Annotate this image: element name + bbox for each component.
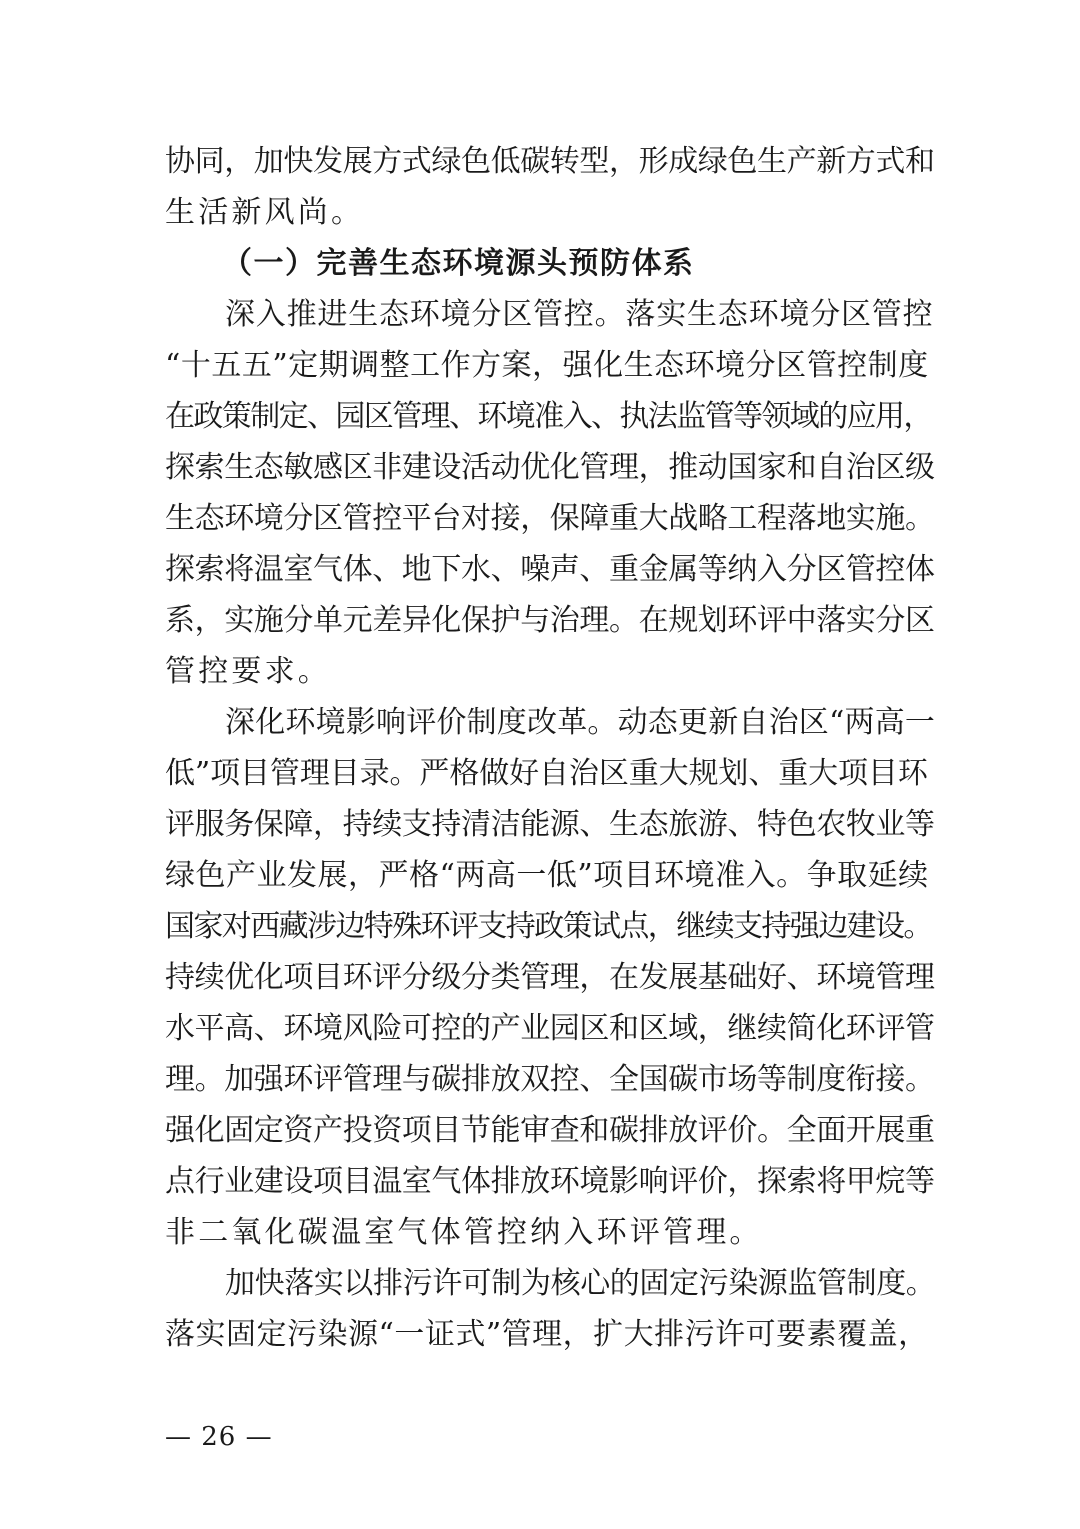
body-text-line: 国家对西藏涉边特殊环评支持政策试点，继续支持强边建设。 bbox=[165, 909, 932, 944]
body-text-line: 水平高、环境风险可控的产业园区和区域，继续简化环评管 bbox=[165, 1011, 935, 1046]
body-text-line: 绿色产业发展，严格“两高一低”项目环境准入。争取延续 bbox=[165, 858, 929, 893]
page-number: — 26 — bbox=[165, 1422, 273, 1452]
paragraph-first-line: 深入推进生态环境分区管控。落实生态环境分区管控 bbox=[225, 297, 934, 332]
body-text-line: 持续优化项目环评分级分类管理，在发展基础好、环境管理 bbox=[165, 960, 935, 995]
body-text-line: 理。加强环评管理与碳排放双控、全国碳市场等制度衔接。 bbox=[165, 1062, 935, 1097]
body-text-line: 非二氧化碳温室气体管控纳入环评管理。 bbox=[165, 1215, 763, 1250]
body-text-line: 低”项目管理目录。严格做好自治区重大规划、重大项目环 bbox=[165, 756, 928, 791]
paragraph-first-line: 加快落实以排污许可制为核心的固定污染源监管制度。 bbox=[225, 1266, 936, 1301]
body-text-line: 在政策制定、园区管理、环境准入、执法监管等领域的应用， bbox=[165, 399, 932, 434]
body-text-line: 管控要求。 bbox=[165, 654, 331, 689]
body-text-line: 评服务保障，持续支持清洁能源、生态旅游、特色农牧业等 bbox=[165, 807, 935, 842]
body-text-line: “十五五”定期调整工作方案，强化生态环境分区管控制度 bbox=[165, 348, 929, 383]
body-text-line: 点行业建设项目温室气体排放环境影响评价，探索将甲烷等 bbox=[165, 1164, 935, 1199]
body-text-line: 生态环境分区管控平台对接，保障重大战略工程落地实施。 bbox=[165, 501, 935, 536]
body-text-line: 生活新风尚。 bbox=[165, 195, 365, 230]
body-text-line: 探索将温室气体、地下水、噪声、重金属等纳入分区管控体 bbox=[165, 552, 935, 587]
body-text-line: 系，实施分单元差异化保护与治理。在规划环评中落实分区 bbox=[165, 603, 935, 638]
paragraph-first-line: 深化环境影响评价制度改革。动态更新自治区“两高一 bbox=[225, 705, 936, 740]
body-text-line: 落实固定污染源“一证式”管理，扩大排污许可要素覆盖， bbox=[165, 1317, 929, 1352]
body-text-line: 强化固定资产投资项目节能审查和碳排放评价。全面开展重 bbox=[165, 1113, 935, 1148]
body-text-line: 探索生态敏感区非建设活动优化管理，推动国家和自治区级 bbox=[165, 450, 935, 485]
body-text-line: 协同，加快发展方式绿色低碳转型，形成绿色生产新方式和 bbox=[165, 144, 935, 179]
section-heading: （一）完善生态环境源头预防体系 bbox=[222, 246, 695, 281]
